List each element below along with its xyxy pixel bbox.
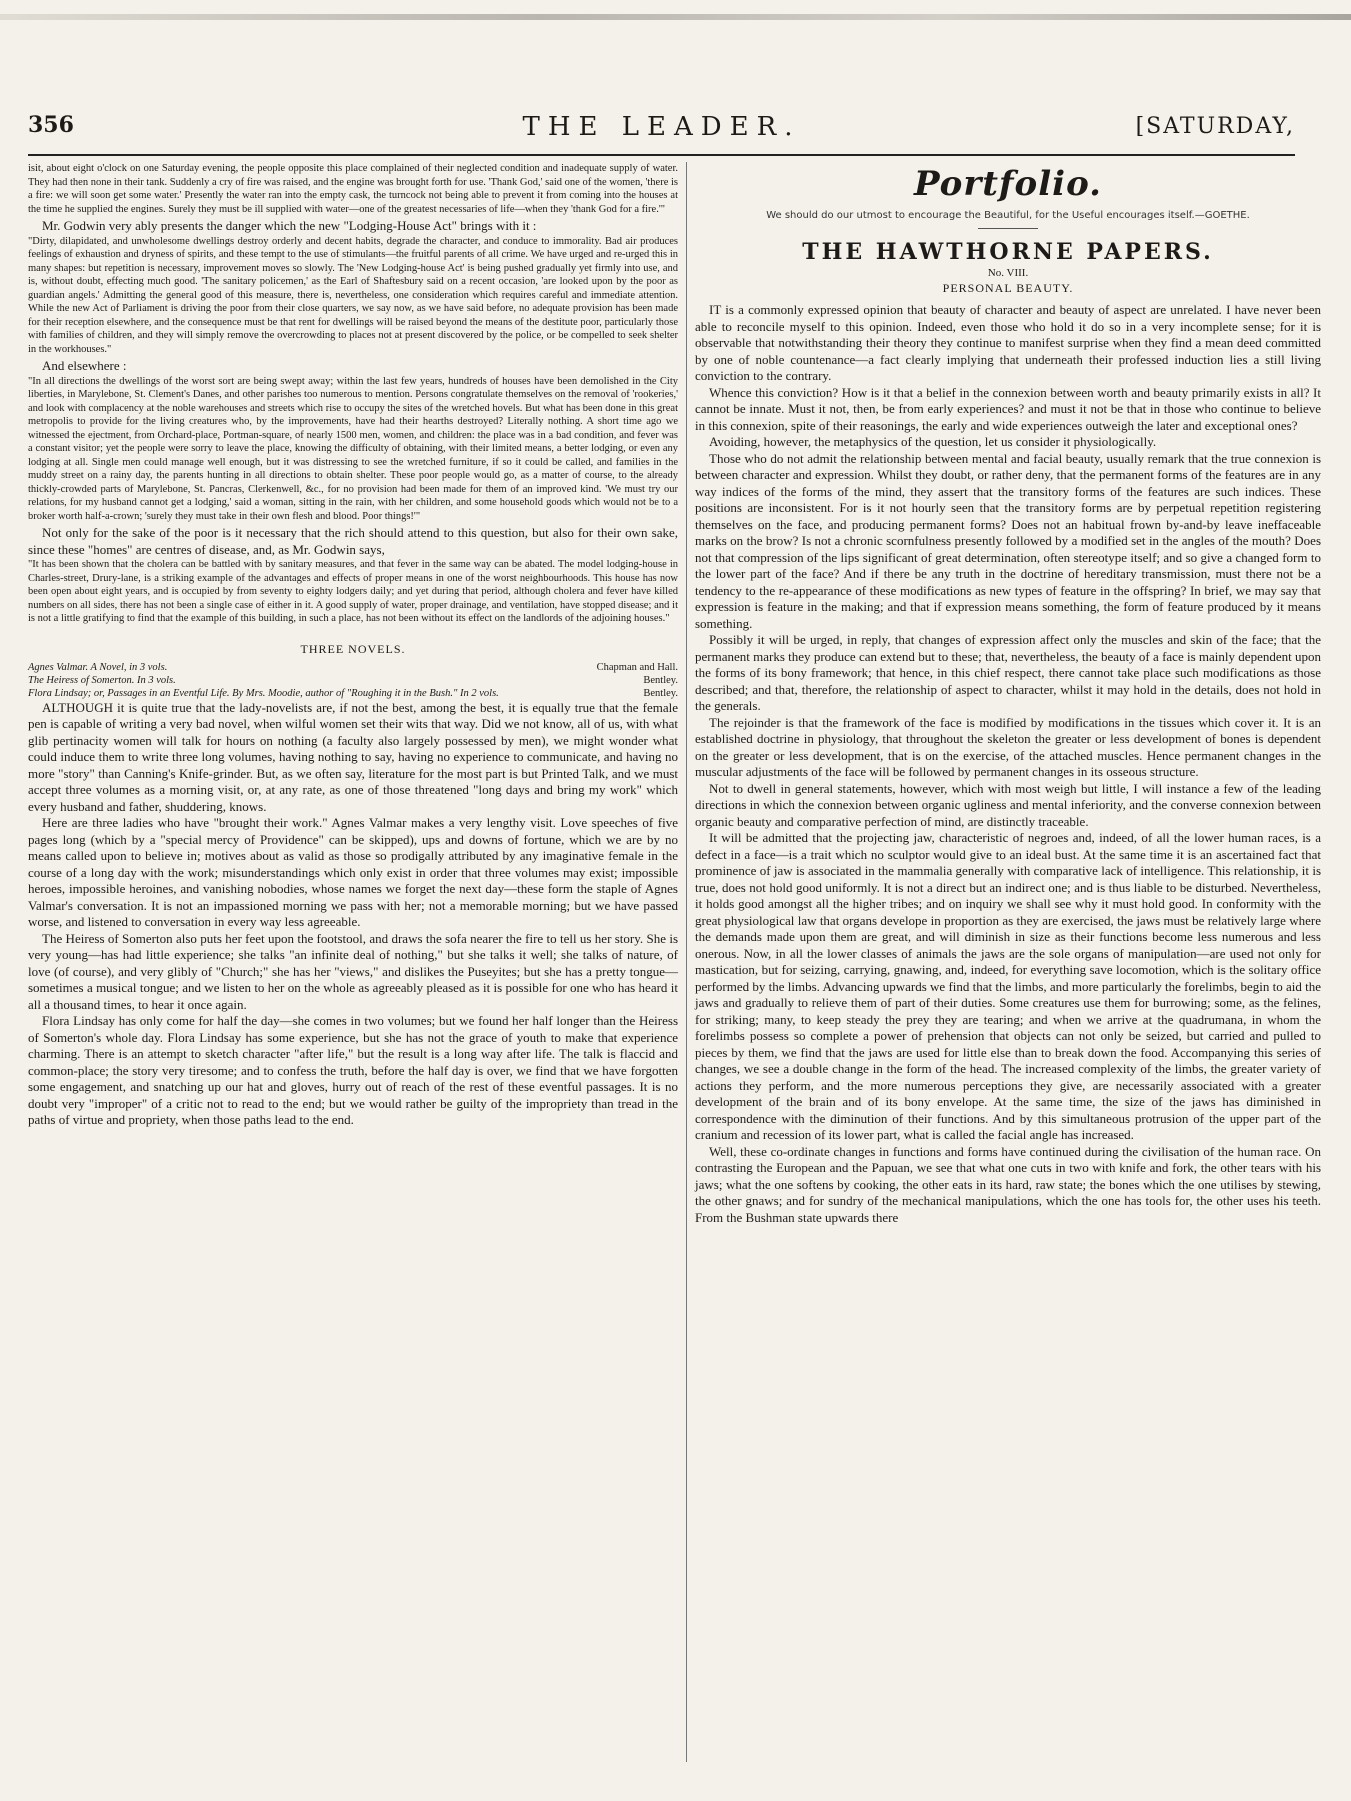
book-publisher: Bentley. — [643, 674, 678, 686]
article-paragraph: Well, these co-ordinate changes in functions and forms have continued during the civilisation of the human race. On contrasting the European and the Papuan, we see that what one cuts in two with knife and fork, the other tears with his jaws; what the one softens by cooking, the other eats in its hard, raw state; the bones which the one utilises by stewing, the other gnaws; and for sundry of the mechanical manipulations, which the one has tools for, the other uses his teeth. From the Bushman state upwards there — [695, 1143, 1321, 1225]
article-paragraph: Those who do not admit the relationship between mental and facial beauty, usually remark that the true connexion is between character and expression. Whilst they doubt, or rather deny, that the permanent forms of the features are in any way indices of the forms of the mind, they assert that the transitory forms of the features are such indices. These positions are inconsistent. For is it not hourly seen that the transitory forms are by perpetual repetition registering themselves on the face, and producing permanent forms? Does not an habitual frown by-and-by leave ineffaceable marks on the brow? Is not a chronic scornfulness presently followed by a modified set in the angles of the mouth? Does not that compression of the lips significant of great determination, often stereotype itself; and so give a changed form to the lower part of the face? And if there be any truth in the doctrine of hereditary transmission, must there not be a tendency to the re-appearance of these modifications as new types of feature in the offspring? In brief, we may say that expression is feature in the making; and that if expression means something, the form of feature produced by it means something. — [695, 450, 1321, 631]
godwin-paragraph: Mr. Godwin very ably presents the danger which the new "Lodging-House Act" brings with it : — [42, 218, 537, 233]
right-column — [695, 162, 1321, 1226]
book-entry — [28, 674, 678, 687]
book-title: Agnes Valmar. A Novel, in 3 vols. — [28, 661, 168, 673]
quote-dwellings: "In all directions the dwellings of the worst sort are being swept away; within the last few years, hundreds of houses have been demolished in the City liberties, in Marylebone, St. Clement's Danes, and other parishes too numerous to mention. Persons congratulate themselves on the removal of 'rookeries,' and look with complacency at the noble warehouses and streets which rise to occupy the sites of the wretched hovels. But what has been done in this great metropolis to provide for the living creatures who, by the improvements, have had their hearths destroyed? Literally nothing. A short time ago we witnessed the ejectment, from Orchard-place, Portman-square, of nearly 1500 men, women, and children: the place was in a bad condition, and fever was a constant visitor; yet the people were sorry to leave the place, knowing the difficulty of obtaining, with their limited means, a better lodging, or even any lodging at all. Single men could manage well enough, but it was distressing to see the wretched furniture, if so it could be called, and families in the muddy street on a rainy day, the parents hunting in all directions to obtain shelter. These poor people would go, as a matter of course, to the already thickly-crowded parts of Marylebone, St. Pancras, Clerkenwell, &c., for no provision had been made for them of an improved kind. 'We must try our relations, for my husband cannot get a lodging,' said a woman, sitting in the rain, with her children, and some household goods which would not be to a broker worth half-a-crown; 'surely they must take in their own flesh and blood. Poor things!'" — [28, 375, 678, 522]
divider — [978, 228, 1038, 229]
left-column — [28, 162, 678, 1129]
book-title: Flora Lindsay; or, Passages in an Eventful Life. By Mrs. Moodie, author of "Roughing it in the Bush." In 2 vols. — [28, 687, 499, 699]
masthead — [28, 112, 1295, 152]
section-title-three-novels: THREE NOVELS. — [300, 641, 406, 656]
header-rule — [28, 154, 1295, 156]
review-paragraph: The Heiress of Somerton also puts her feet upon the footstool, and draws the sofa nearer the fire to tell us her story. She is very young—has had little experience; she talks "an infinite deal of nothing," but she talks it well; she talks of nature, of love (of course), and very glibly of "Church;" she has her "views," and dislikes the Puseyites; but she has a pretty tongue—sometimes a musical tongue; and we listen to her on the whole as agreeably pleased as it is possible for one who has heard it all a thousand times, to hear it once again. — [28, 930, 678, 1012]
page-number: 356 — [28, 112, 74, 138]
book-entry — [28, 661, 678, 674]
paper-title: THE LEADER. — [522, 112, 801, 142]
article-subtitle: PERSONAL BEAUTY. — [942, 281, 1074, 295]
review-paragraph: ALTHOUGH it is quite true that the lady-novelists are, if not the best, among the best, it is equally true that the female pen is capable of writing a very bad novel, when wilful women set their wits that way. Did we not know, all of us, with what glib pertinacity women will talk for hours on nothing (a faculty also largely possessed by men), we might wonder what could induce them to write three long volumes, having nothing to say, having no experience to communicate, and having no more "story" than Canning's Knife-grinder. But, as we often say, literature for the most part is but Printed Talk, and we must accept three volumes as a morning visit, or, at any rate, as one of those threatened "long days and bring my work" which every husband and father, shuddering, knows. — [28, 699, 678, 814]
day-label: [SATURDAY, — [1135, 114, 1295, 139]
rich-paragraph: Not only for the sake of the poor is it necessary that the rich should attend to this question, but also for their own sake, since these "homes" are centres of disease, and, as Mr. Godwin says, — [28, 525, 678, 557]
article-paragraph: IT is a commonly expressed opinion that beauty of character and beauty of aspect are unrelated. I have never been able to reconcile myself to this opinion. Indeed, even those who hold it do so in a very incomplete sense; for it is observable that notwithstanding their theory they continue to manifest surprise when they find a mean deed committed by one of noble countenance—a fact clearly implying that underneath their professed induction lies a still living conviction to the contrary. — [695, 302, 1321, 383]
article-paragraph: Possibly it will be urged, in reply, that changes of expression affect only the muscles and skin of the face; that the permanent marks they produce can extend but to these; that, nevertheless, the beauty of a face is mainly dependent upon the forms of its bony framework; that hence, in this chief respect, there cannot take place such modifications as those described; and that, therefore, the relationship of aspect to character, whilst it may hold in the details, does not hold in the generals. — [695, 632, 1321, 713]
book-publisher: Chapman and Hall. — [596, 661, 678, 673]
article-paragraph: Avoiding, however, the metaphysics of the question, let us consider it physiologically. — [709, 434, 1157, 449]
hawthorne-papers-title: THE HAWTHORNE PAPERS. — [802, 239, 1214, 265]
article-paragraph: It will be admitted that the projecting jaw, characteristic of negroes and, indeed, of all the lower human races, is a defect in a face—is a trait which no sculptor would give to an ideal bust. At the same time it is an ascertained fact that prominence of jaw is associated in the mammalia generally with comparative lack of intelligence. This relationship, it is true, does not hold good uniformly. It is not a direct but an indirect one; and is thus liable to be disturbed. Nevertheless, it holds good amongst all the higher tribes; and on inquiry we shall see why it must hold good. In conformity with the great physiological law that organs develope in proportion as they are exercised, the jaws must be relatively large where the demands made upon them are great, and will diminish in size as their functions become less numerous and less onerous. Now, in all the lower classes of animals the jaws are the sole organs of manipulation—are used not only for mastication, but for seizing, carrying, gnawing, and, indeed, for everything save locomotion, which is the solitary office performed by the limbs. Advancing upwards we find that the limbs, and more particularly the forelimbs, begin to aid the jaws and gradually to relieve them of part of their duties. Some creatures use them for burrowing; some, as the felines, for striking; many, to keep steady the prey they are tearing; and when we arrive at the quadrumana, in whom the forelimbs possess so complete a power of prehension that objects can not only be seized, but carried and pulled to pieces by them, we find that the jaws are used for little else than to break down the food. Accompanying this series of changes, we see a double change in the form of the head. The increased complexity of the limbs, the greater variety of actions they perform, and the more numerous perceptions they give, are necessarily associated with a greater development of the brain and of its bony envelope. At the same time, the size of the jaws has diminished in correspondence with the diminution of their functions. And by this simultaneous protrusion of the upper part of the cranium and recession of its lower part, what is called the facial angle has increased. — [695, 830, 1322, 1142]
column-divider — [686, 162, 687, 1762]
book-title: The Heiress of Somerton. In 3 vols. — [28, 674, 176, 686]
portfolio-heading: Portfolio. — [913, 164, 1102, 204]
quote-cholera: "It has been shown that the cholera can be battled with by sanitary measures, and that fever in the same way can be abated. The model lodging-house in Charles-street, Drury-lane, is a striking example of the advantages and effects of proper means in one of the worst neighbourhoods. This house has now been open about eight years, and is occupied by from seventy to eighty lodgers daily; and yet during that period, although cholera and fever have killed numbers on all sides, there has not been a single case of either in it. A good supply of water, proper drainage, and ventilation, have stopped disease; and it is not a little gratifying to find that the example of this building, in such a place, has not been without its effect on the landlords of the adjoining houses." — [28, 559, 678, 624]
quote-lodging-act: "Dirty, dilapidated, and unwholesome dwellings destroy orderly and decent habits, degrade the character, and conduce to immorality. Bad air produces feelings of exhaustion and dryness of spirits, and these tempt to the use of stimulants—the fruitful parents of all crime. We have urged and re-urged this in many shapes: but repetition is necessary, improvement moves so slowly. The 'New Lodging-house Act' is being pushed gradually yet firmly into use, and is, without doubt, effecting much good. 'The sanitary policemen,' as the Earl of Shaftesbury said on a recent occasion, 'are looked upon by the poor as guardian angels.' Admitting the general good of this measure, there is, nevertheless, one consideration which requires careful and immediate attention. While the new Act of Parliament is driving the poor from their close quarters, we say now, as we have said before, no adequate provision has been made for their reception elsewhere, and the consequence must be that rent for dwellings will be raised beyond the means of the destitute poor, particularly those with families of children, and they will simply remove the overcrowding to places not at present discovered by the police, or be compelled to seek shelter in the workhouses." — [28, 235, 678, 355]
article-paragraph: Whence this conviction? How is it that a belief in the connexion between worth and beauty primarily exists in all? It cannot be innate. Must it not, then, be from early experiences? and must it not be that in those who continue to believe in this connexion, spite of their reasonings, the early and wide experiences outweigh the later and exceptional ones? — [695, 384, 1321, 433]
top-border — [0, 14, 1351, 20]
review-paragraph: Flora Lindsay has only come for half the day—she comes in two volumes; but we found her half longer than the Heiress of Somerton's whole day. Flora Lindsay has some experience, but she has not the grace of youth to make that experience charming. There is an attempt to sketch character "after life," but the result is a long way after life. The talk is flaccid and common-place; the story very tiresome; and to confess the truth, before the half day is over, we find that we have forgotten some engagement, and snatching up our hat and gloves, hurry out of reach of the rest of these eventful passages. It is no doubt very "improper" of a critic not to read to the end; but we would rather be guilty of the impropriety than tread in the paths of virtue and propriety, when those paths lead to the end. — [28, 1013, 678, 1127]
issue-number: No. VIII. — [987, 267, 1029, 279]
goethe-motto: We should do our utmost to encourage the Beautiful, for the Useful encourages itself.—GOETHE. — [766, 210, 1250, 221]
book-entry — [28, 687, 678, 700]
elsewhere-paragraph: And elsewhere : — [42, 358, 127, 373]
review-paragraph: Here are three ladies who have "brought their work." Agnes Valmar makes a very lengthy visit. Love speeches of five pages long (which by a "special mercy of Providence" can be skipped), ups and downs of fortune, which we are by no means called upon to believe in; motives about as valid as those so prodigally attributed by any imaginative female in the course of a long day with the work; misunderstandings which only exist in order that three volumes may exist; impossible heroes, impossible heroines, and vanishing nobodies, whose names we forget the next day—these form the staple of Agnes Valmar's conversation. It is not an impassioned morning we pass with her; not a memorable morning; but we have passed worse, and listened to conversation in every way less agreeable. — [28, 815, 678, 929]
article-paragraph: The rejoinder is that the framework of the face is modified by modifications in the tissues which cover it. It is an established doctrine in physiology, that throughout the skeleton the greater or less development of bones is dependent on the greater or less development, that is on the exercise, of the attached muscles. Hence permanent changes in the muscular adjustments of the face will be followed by permanent changes in its osseous structure. — [695, 714, 1321, 779]
quote-water: isit, about eight o'clock on one Saturday evening, the people opposite this place complained of their neglected condition and inadequate supply of water. They had then none in their tank. Suddenly a cry of fire was raised, and the engine was brought forth for use. 'Thank God,' said one of the women, 'there is a fire: we will soon get some water.' Presently the water ran into the empty cask, the turncock not being able to prevent it from coming into the houses at the time he supplied the engines. Surely they must be ill supplied with water—one of the greatest necessaries of life—when they 'thank God for a fire.'" — [28, 163, 678, 215]
book-publisher: Bentley. — [643, 687, 678, 699]
article-paragraph: Not to dwell in general statements, however, which with most weigh but little, I will instance a few of the leading directions in which the connexion between organic ugliness and mental inferiority, and the converse connexion between organic beauty and comparative perfection of mind, are distinctly traceable. — [695, 780, 1321, 829]
